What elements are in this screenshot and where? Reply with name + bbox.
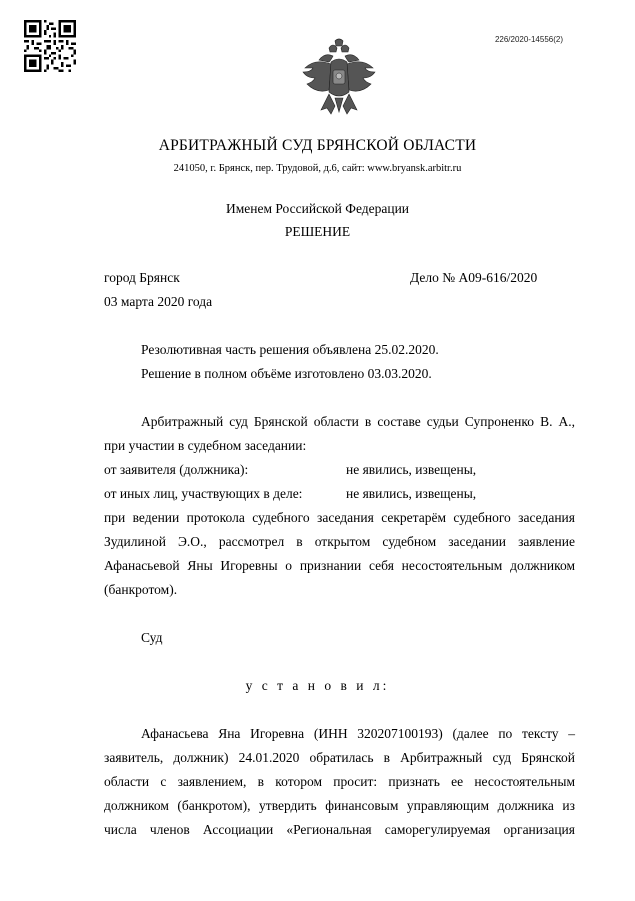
decision-date: 03 марта 2020 года [104,294,213,309]
others-value: не явились, извещены, [346,486,477,501]
body-line-2: заявитель, должник) 24.01.2020 обратилась в Арбитражный суд Брянской [104,750,575,765]
composition-line-8: (банкротом). [104,582,178,597]
composition-line-6: Зудилиной Э.О., рассмотрел в открытом судебном заседании заявление [104,534,575,549]
body-line-3: области с заявлением, в котором просит: признать ее несостоятельным [104,774,575,789]
city: город Брянск [104,270,180,285]
body-line-5: числа членов Ассоциации «Региональная саморегулируемая организация [104,822,575,837]
established-heading: у с т а н о в и л: [245,678,390,693]
in-the-name-heading: Именем Российской Федерации [225,201,410,216]
body-line-1: Афанасьева Яна Игоревна (ИНН 320207100193) (далее по тексту – [141,726,575,741]
composition-line-5: при ведении протокола судебного заседания секретарём судебного заседания [104,510,575,525]
document-type-heading: РЕШЕНИЕ [284,224,351,239]
composition-line-7: Афанасьевой Яны Игоревны о признании себя несостоятельным должником [104,558,575,573]
court-name: АРБИТРАЖНЫЙ СУД БРЯНСКОЙ ОБЛАСТИ [158,137,477,154]
court-address: 241050, г. Брянск, пер. Трудовой, д.6, сайт: www.bryansk.arbitr.ru [173,163,462,174]
applicant-value: не явились, извещены, [346,462,477,477]
others-label: от иных лиц, участвующих в деле: [104,486,303,501]
case-number: Дело № А09-616/2020 [410,270,538,285]
applicant-label: от заявителя (должника): [104,462,249,477]
announce-line-2: Решение в полном объёме изготовлено 03.03.2020. [141,366,432,381]
coat-of-arms-emblem [299,38,379,120]
composition-line-1: Арбитражный суд Брянской области в составе судьи Супроненко В. А., [141,414,575,429]
announce-line-1: Резолютивная часть решения объявлена 25.02.2020. [141,342,439,357]
qr-code [24,20,76,72]
court-word: Суд [141,630,163,645]
composition-line-2: при участии в судебном заседании: [104,438,307,453]
body-line-4: должником (банкротом), утвердить финансовым управляющим должника из [104,798,575,813]
case-reference: 226/2020-14556(2) [494,35,563,44]
